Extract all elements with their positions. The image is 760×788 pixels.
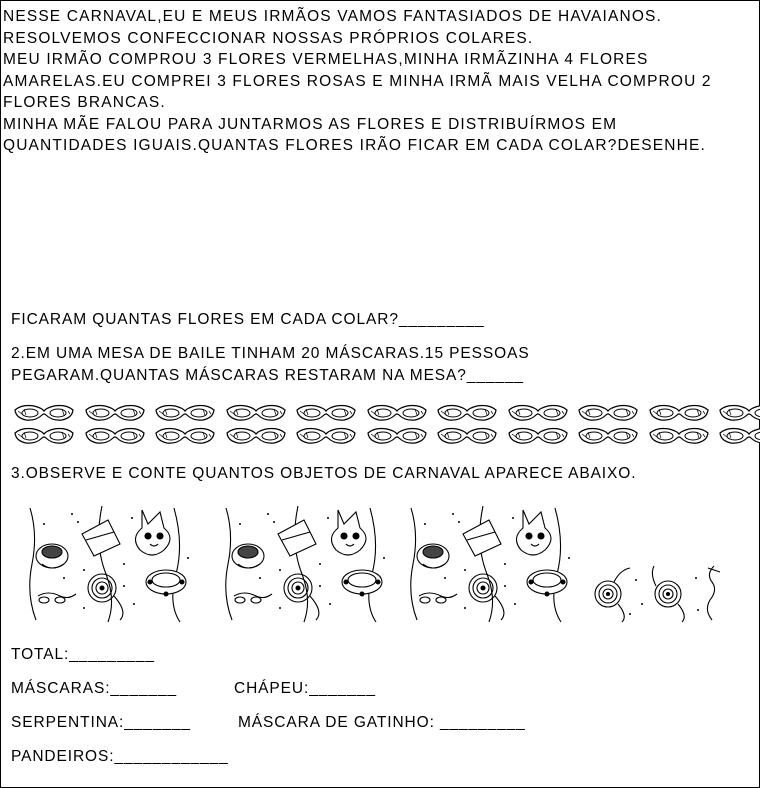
carnival-mask-icon xyxy=(647,402,711,424)
serpentina-answer: SERPENTINA:_______ xyxy=(11,714,191,731)
carnival-mask-icon xyxy=(224,425,288,447)
mask-row-1 xyxy=(12,402,760,424)
question-2-line-1: 2.EM UMA MESA DE BAILE TINHAM 20 MÁSCARAS.15 PESSOAS xyxy=(11,345,530,362)
intro-line: NESSE CARNAVAL,EU E MEUS IRMÃOS VAMOS FANTASIADOS DE HAVAIANOS. xyxy=(3,8,662,25)
problem-1-text xyxy=(3,6,757,157)
total-answer: TOTAL:_________ xyxy=(11,646,155,663)
carnival-objects-illustration xyxy=(24,504,194,624)
carnival-mask-icon xyxy=(435,402,499,424)
carnival-mask-icon xyxy=(294,425,358,447)
carnival-mask-icon xyxy=(153,402,217,424)
question-3-text: 3.OBSERVE E CONTE QUANTOS OBJETOS DE CARNAVAL APARECE ABAIXO. xyxy=(11,465,637,482)
question-2-line-2: PEGARAM.QUANTAS MÁSCARAS RESTARAM NA MESA?______ xyxy=(11,367,524,384)
chapeu-answer: CHÁPEU:_______ xyxy=(234,680,376,697)
carnival-mask-icon xyxy=(153,425,217,447)
carnival-mask-icon xyxy=(717,425,760,447)
carnival-mask-icon xyxy=(365,425,429,447)
question-1-answer-line: FICARAM QUANTAS FLORES EM CADA COLAR?_________ xyxy=(11,311,485,328)
carnival-mask-icon xyxy=(83,402,147,424)
intro-line: MINHA MÃE FALOU PARA JUNTARMOS AS FLORES E DISTRIBUÍRMOS EM xyxy=(3,115,618,133)
mascaras-answer: MÁSCARAS:_______ xyxy=(11,680,178,697)
carnival-objects-illustration xyxy=(220,504,390,624)
intro-line: AMARELAS.EU COMPREI 3 FLORES ROSAS E MINHA IRMÃ MAIS VELHA COMPROU 2 xyxy=(3,72,712,90)
pandeiros-answer: PANDEIROS:____________ xyxy=(11,748,229,765)
serpentines-illustration xyxy=(586,560,726,624)
carnival-mask-icon xyxy=(224,402,288,424)
carnival-mask-icon xyxy=(435,425,499,447)
carnival-mask-icon xyxy=(717,402,760,424)
carnival-mask-icon xyxy=(294,402,358,424)
intro-line: RESOLVEMOS CONFECCIONAR NOSSAS PRÓPRIOS COLARES. xyxy=(3,29,534,47)
carnival-mask-icon xyxy=(12,402,76,424)
intro-line: MEU IRMÃO COMPROU 3 FLORES VERMELHAS,MINHA IRMÃZINHA 4 FLORES xyxy=(3,51,649,68)
carnival-mask-icon xyxy=(506,425,570,447)
carnival-objects-illustration xyxy=(405,504,575,624)
carnival-mask-icon xyxy=(647,425,711,447)
carnival-mask-icon xyxy=(576,425,640,447)
carnival-mask-icon xyxy=(506,402,570,424)
carnival-mask-icon xyxy=(12,425,76,447)
carnival-mask-icon xyxy=(576,402,640,424)
mascara-gatinho-answer: MÁSCARA DE GATINHO: _________ xyxy=(238,714,526,731)
intro-line: QUANTIDADES IGUAIS.QUANTAS FLORES IRÃO FICAR EM CADA COLAR?DESENHE. xyxy=(3,137,706,154)
carnival-mask-icon xyxy=(83,425,147,447)
mask-row-2 xyxy=(12,425,760,447)
carnival-mask-icon xyxy=(365,402,429,424)
intro-line: FLORES BRANCAS. xyxy=(3,94,166,111)
